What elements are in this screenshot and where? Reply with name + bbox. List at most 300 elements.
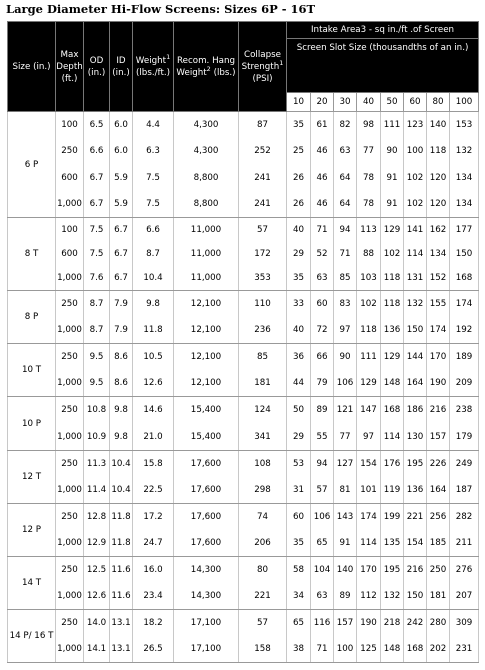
intake-area-cell: 123 (404, 112, 427, 139)
max-depth-cell: 250 (56, 556, 84, 583)
max-depth-cell: 100 (56, 218, 84, 242)
collapse-strength-cell: 241 (239, 165, 287, 192)
id-cell: 5.9 (110, 191, 133, 218)
od-cell: 12.9 (84, 530, 110, 557)
table-row (8, 450, 479, 477)
id-cell: 5.9 (110, 165, 133, 192)
od-cell: 10.9 (84, 424, 110, 451)
od-cell: 7.5 (84, 218, 110, 242)
od-cell: 10.8 (84, 397, 110, 424)
hang-weight-cell: 11,000 (174, 266, 239, 290)
intake-area-cell: 132 (404, 291, 427, 318)
intake-area-cell: 100 (404, 138, 427, 165)
intake-area-cell: 249 (450, 450, 479, 477)
intake-area-cell: 121 (334, 397, 357, 424)
intake-area-cell: 71 (311, 218, 334, 242)
header-collapse-label: Collapse Strength (241, 49, 281, 72)
size-cell: 8 T (8, 218, 56, 291)
id-cell: 11.6 (110, 583, 133, 610)
table-row (8, 317, 479, 344)
max-depth-cell: 1,000 (56, 583, 84, 610)
collapse-strength-cell: 57 (239, 609, 287, 636)
intake-area-cell: 134 (450, 165, 479, 192)
collapse-strength-cell: 236 (239, 317, 287, 344)
max-depth-cell: 250 (56, 609, 84, 636)
intake-area-cell: 65 (287, 609, 311, 636)
size-cell: 6 P (8, 112, 56, 218)
intake-area-cell: 65 (311, 530, 334, 557)
intake-area-cell: 231 (450, 636, 479, 663)
max-depth-cell: 100 (56, 112, 84, 139)
intake-area-cell: 168 (450, 266, 479, 290)
collapse-strength-cell: 110 (239, 291, 287, 318)
intake-area-cell: 221 (404, 503, 427, 530)
size-cell: 12 P (8, 503, 56, 556)
intake-area-cell: 102 (404, 191, 427, 218)
hang-weight-cell: 12,100 (174, 344, 239, 371)
intake-area-cell: 157 (427, 424, 450, 451)
header-id-label: ID (in.) (112, 55, 130, 78)
intake-area-cell: 103 (357, 266, 381, 290)
intake-area-cell: 118 (381, 266, 404, 290)
max-depth-cell: 1,000 (56, 317, 84, 344)
intake-area-cell: 26 (287, 165, 311, 192)
intake-area-cell: 102 (357, 291, 381, 318)
weight-cell: 8.7 (133, 242, 174, 266)
table-row (8, 242, 479, 266)
intake-area-cell: 53 (287, 450, 311, 477)
collapse-strength-cell: 341 (239, 424, 287, 451)
table-row (8, 636, 479, 663)
weight-cell: 7.5 (133, 191, 174, 218)
intake-area-cell: 81 (334, 477, 357, 504)
max-depth-cell: 1,000 (56, 530, 84, 557)
intake-area-cell: 33 (287, 291, 311, 318)
header-slot-50: 50 (381, 93, 404, 112)
intake-area-cell: 91 (381, 191, 404, 218)
hang-weight-cell: 15,400 (174, 424, 239, 451)
intake-area-cell: 82 (334, 112, 357, 139)
intake-area-cell: 195 (404, 450, 427, 477)
od-cell: 7.5 (84, 242, 110, 266)
intake-area-cell: 129 (381, 218, 404, 242)
size-cell: 10 P (8, 397, 56, 450)
hang-weight-cell: 14,300 (174, 556, 239, 583)
intake-area-cell: 190 (357, 609, 381, 636)
intake-area-cell: 168 (404, 636, 427, 663)
od-cell: 6.7 (84, 165, 110, 192)
table-row (8, 583, 479, 610)
intake-area-cell: 88 (357, 242, 381, 266)
intake-area-cell: 101 (357, 477, 381, 504)
hang-weight-cell: 11,000 (174, 242, 239, 266)
intake-area-cell: 46 (311, 191, 334, 218)
table-row (8, 218, 479, 242)
intake-area-cell: 85 (334, 266, 357, 290)
intake-area-cell: 57 (311, 477, 334, 504)
intake-area-cell: 90 (334, 344, 357, 371)
intake-area-cell: 143 (334, 503, 357, 530)
table-row (8, 112, 479, 139)
table-row (8, 530, 479, 557)
intake-area-cell: 113 (357, 218, 381, 242)
intake-area-cell: 134 (427, 242, 450, 266)
hang-weight-cell: 17,100 (174, 636, 239, 663)
od-cell: 14.0 (84, 609, 110, 636)
intake-area-cell: 189 (450, 344, 479, 371)
intake-area-cell: 199 (381, 503, 404, 530)
header-slot-60: 60 (404, 93, 427, 112)
intake-area-cell: 114 (381, 424, 404, 451)
intake-area-cell: 164 (404, 370, 427, 397)
size-cell: 14 T (8, 556, 56, 609)
intake-area-cell: 176 (381, 450, 404, 477)
header-size-label: Size (in.) (12, 61, 51, 72)
intake-area-cell: 64 (334, 191, 357, 218)
header-slot-100: 100 (450, 93, 479, 112)
collapse-strength-cell: 298 (239, 477, 287, 504)
table-row (8, 138, 479, 165)
screen-spec-table (7, 21, 479, 663)
header-size (8, 22, 56, 112)
weight-cell: 11.8 (133, 317, 174, 344)
size-cell: 14 P/ 16 T (8, 609, 56, 662)
intake-area-cell: 120 (427, 191, 450, 218)
intake-area-cell: 98 (357, 112, 381, 139)
intake-area-cell: 186 (404, 397, 427, 424)
header-weight-unit: (lbs./ft.) (136, 67, 170, 78)
intake-area-cell: 91 (381, 165, 404, 192)
weight-cell: 10.5 (133, 344, 174, 371)
table-row (8, 344, 479, 371)
intake-area-cell: 153 (450, 112, 479, 139)
intake-area-cell: 141 (404, 218, 427, 242)
od-cell: 12.6 (84, 583, 110, 610)
intake-area-cell: 136 (404, 477, 427, 504)
intake-area-cell: 26 (287, 191, 311, 218)
intake-area-cell: 155 (427, 291, 450, 318)
intake-area-cell: 132 (381, 583, 404, 610)
od-cell: 11.3 (84, 450, 110, 477)
intake-area-cell: 104 (311, 556, 334, 583)
od-cell: 12.5 (84, 556, 110, 583)
intake-area-cell: 31 (287, 477, 311, 504)
od-cell: 11.4 (84, 477, 110, 504)
table-row (8, 165, 479, 192)
intake-area-cell: 190 (427, 370, 450, 397)
header-slot-10: 10 (287, 93, 311, 112)
intake-area-cell: 164 (427, 477, 450, 504)
intake-area-cell: 116 (311, 609, 334, 636)
intake-area-cell: 63 (334, 138, 357, 165)
header-id (110, 22, 133, 112)
max-depth-cell: 250 (56, 450, 84, 477)
hang-weight-cell: 14,300 (174, 583, 239, 610)
weight-cell: 14.6 (133, 397, 174, 424)
max-depth-cell: 1,000 (56, 424, 84, 451)
od-cell: 8.7 (84, 291, 110, 318)
intake-area-cell: 168 (381, 397, 404, 424)
hang-weight-cell: 17,600 (174, 450, 239, 477)
max-depth-cell: 250 (56, 291, 84, 318)
intake-area-cell: 114 (404, 242, 427, 266)
weight-cell: 21.0 (133, 424, 174, 451)
intake-area-cell: 58 (287, 556, 311, 583)
header-weight (133, 22, 174, 112)
weight-cell: 18.2 (133, 609, 174, 636)
footnote-marker: 2 (206, 64, 211, 73)
max-depth-cell: 1,000 (56, 636, 84, 663)
header-hang-weight (174, 22, 239, 112)
intake-area-cell: 152 (427, 266, 450, 290)
id-cell: 6.7 (110, 266, 133, 290)
intake-area-cell: 280 (427, 609, 450, 636)
od-cell: 6.5 (84, 112, 110, 139)
collapse-strength-cell: 158 (239, 636, 287, 663)
collapse-strength-cell: 124 (239, 397, 287, 424)
intake-area-cell: 35 (287, 112, 311, 139)
intake-area-cell: 60 (287, 503, 311, 530)
id-cell: 11.8 (110, 530, 133, 557)
intake-area-cell: 44 (287, 370, 311, 397)
intake-area-cell: 140 (427, 112, 450, 139)
weight-cell: 6.6 (133, 218, 174, 242)
intake-area-cell: 282 (450, 503, 479, 530)
intake-area-cell: 52 (311, 242, 334, 266)
hang-weight-cell: 8,800 (174, 165, 239, 192)
collapse-strength-cell: 206 (239, 530, 287, 557)
table-row (8, 424, 479, 451)
collapse-strength-cell: 181 (239, 370, 287, 397)
intake-area-cell: 216 (427, 397, 450, 424)
intake-area-cell: 35 (287, 266, 311, 290)
table-row (8, 191, 479, 218)
collapse-strength-cell: 57 (239, 218, 287, 242)
intake-area-cell: 89 (311, 397, 334, 424)
intake-area-cell: 50 (287, 397, 311, 424)
intake-area-cell: 148 (381, 370, 404, 397)
hang-weight-cell: 8,800 (174, 191, 239, 218)
id-cell: 9.8 (110, 397, 133, 424)
intake-area-cell: 242 (404, 609, 427, 636)
od-cell: 8.7 (84, 317, 110, 344)
header-slot-20: 20 (311, 93, 334, 112)
id-cell: 8.6 (110, 370, 133, 397)
weight-cell: 12.6 (133, 370, 174, 397)
id-cell: 6.0 (110, 138, 133, 165)
od-cell: 9.5 (84, 344, 110, 371)
intake-area-cell: 195 (381, 556, 404, 583)
intake-area-cell: 187 (450, 477, 479, 504)
max-depth-cell: 600 (56, 242, 84, 266)
id-cell: 10.4 (110, 477, 133, 504)
table-row (8, 397, 479, 424)
od-cell: 6.7 (84, 191, 110, 218)
collapse-strength-cell: 353 (239, 266, 287, 290)
weight-cell: 6.3 (133, 138, 174, 165)
header-slot-30: 30 (334, 93, 357, 112)
header-slot-80: 80 (427, 93, 450, 112)
id-cell: 13.1 (110, 636, 133, 663)
intake-area-cell: 78 (357, 165, 381, 192)
header-slot-40: 40 (357, 93, 381, 112)
intake-area-cell: 174 (427, 317, 450, 344)
intake-area-cell: 135 (381, 530, 404, 557)
collapse-strength-cell: 221 (239, 583, 287, 610)
intake-area-cell: 238 (450, 397, 479, 424)
hang-weight-cell: 15,400 (174, 397, 239, 424)
intake-area-cell: 29 (287, 242, 311, 266)
intake-area-cell: 150 (450, 242, 479, 266)
intake-area-cell: 83 (334, 291, 357, 318)
intake-area-cell: 63 (311, 583, 334, 610)
header-weight-label: Weight (135, 55, 167, 66)
intake-area-cell: 170 (427, 344, 450, 371)
od-cell: 7.6 (84, 266, 110, 290)
hang-weight-cell: 11,000 (174, 218, 239, 242)
intake-area-cell: 94 (334, 218, 357, 242)
max-depth-cell: 250 (56, 138, 84, 165)
id-cell: 10.4 (110, 450, 133, 477)
hang-weight-cell: 17,600 (174, 530, 239, 557)
id-cell: 11.8 (110, 503, 133, 530)
table-row (8, 609, 479, 636)
intake-area-cell: 38 (287, 636, 311, 663)
intake-area-cell: 36 (287, 344, 311, 371)
intake-area-cell: 130 (404, 424, 427, 451)
intake-area-cell: 127 (334, 450, 357, 477)
intake-area-cell: 79 (311, 370, 334, 397)
intake-area-cell: 40 (287, 317, 311, 344)
intake-area-cell: 97 (357, 424, 381, 451)
table-row (8, 266, 479, 290)
id-cell: 6.7 (110, 218, 133, 242)
id-cell: 7.9 (110, 317, 133, 344)
max-depth-cell: 250 (56, 344, 84, 371)
hang-weight-cell: 12,100 (174, 291, 239, 318)
weight-cell: 26.5 (133, 636, 174, 663)
intake-area-cell: 181 (427, 583, 450, 610)
max-depth-cell: 250 (56, 503, 84, 530)
intake-area-cell: 112 (357, 583, 381, 610)
id-cell: 8.6 (110, 344, 133, 371)
max-depth-cell: 1,000 (56, 191, 84, 218)
intake-area-cell: 40 (287, 218, 311, 242)
size-cell: 8 P (8, 291, 56, 344)
intake-area-cell: 63 (311, 266, 334, 290)
intake-area-cell: 89 (334, 583, 357, 610)
footnote-marker: 1 (279, 58, 284, 67)
collapse-strength-cell: 85 (239, 344, 287, 371)
intake-area-cell: 202 (427, 636, 450, 663)
intake-area-cell: 209 (450, 370, 479, 397)
intake-area-cell: 102 (381, 242, 404, 266)
max-depth-cell: 1,000 (56, 477, 84, 504)
intake-area-cell: 148 (381, 636, 404, 663)
weight-cell: 22.5 (133, 477, 174, 504)
hang-weight-cell: 17,600 (174, 503, 239, 530)
intake-area-cell: 111 (357, 344, 381, 371)
header-intake-area: Intake Area3 - sq in./ft .of Screen (287, 22, 479, 39)
hang-weight-cell: 12,100 (174, 317, 239, 344)
intake-area-cell: 256 (427, 503, 450, 530)
table-row (8, 556, 479, 583)
intake-area-cell: 25 (287, 138, 311, 165)
intake-area-cell: 60 (311, 291, 334, 318)
intake-area-cell: 170 (357, 556, 381, 583)
header-slot-size: Screen Slot Size (thousandths of an in.) (287, 39, 479, 93)
intake-area-cell: 226 (427, 450, 450, 477)
table-row (8, 477, 479, 504)
table-row (8, 370, 479, 397)
intake-area-cell: 91 (334, 530, 357, 557)
intake-area-cell: 129 (381, 344, 404, 371)
weight-cell: 10.4 (133, 266, 174, 290)
intake-area-cell: 114 (357, 530, 381, 557)
intake-area-cell: 154 (357, 450, 381, 477)
intake-area-cell: 218 (381, 609, 404, 636)
collapse-strength-cell: 108 (239, 450, 287, 477)
intake-area-cell: 46 (311, 138, 334, 165)
id-cell: 6.7 (110, 242, 133, 266)
intake-area-cell: 94 (311, 450, 334, 477)
intake-area-cell: 118 (381, 291, 404, 318)
od-cell: 6.6 (84, 138, 110, 165)
id-cell: 6.0 (110, 112, 133, 139)
intake-area-cell: 46 (311, 165, 334, 192)
intake-area-cell: 132 (450, 138, 479, 165)
intake-area-cell: 97 (334, 317, 357, 344)
intake-area-cell: 174 (357, 503, 381, 530)
weight-cell: 23.4 (133, 583, 174, 610)
collapse-strength-cell: 87 (239, 112, 287, 139)
intake-area-cell: 66 (311, 344, 334, 371)
intake-area-cell: 55 (311, 424, 334, 451)
collapse-strength-cell: 80 (239, 556, 287, 583)
intake-area-cell: 61 (311, 112, 334, 139)
intake-area-cell: 150 (404, 583, 427, 610)
od-cell: 14.1 (84, 636, 110, 663)
header-max-depth (56, 22, 84, 112)
id-cell: 9.8 (110, 424, 133, 451)
table-row (8, 291, 479, 318)
intake-area-cell: 162 (427, 218, 450, 242)
intake-area-cell: 174 (450, 291, 479, 318)
intake-area-cell: 35 (287, 530, 311, 557)
table-row (8, 503, 479, 530)
id-cell: 7.9 (110, 291, 133, 318)
intake-area-cell: 77 (357, 138, 381, 165)
header-collapse (239, 22, 287, 112)
page-title: Large Diameter Hi-Flow Screens: Sizes 6P - 16T (6, 2, 316, 16)
max-depth-cell: 250 (56, 397, 84, 424)
intake-area-cell: 90 (381, 138, 404, 165)
od-cell: 9.5 (84, 370, 110, 397)
id-cell: 13.1 (110, 609, 133, 636)
intake-area-cell: 29 (287, 424, 311, 451)
intake-area-cell: 78 (357, 191, 381, 218)
intake-area-cell: 250 (427, 556, 450, 583)
intake-area-cell: 72 (311, 317, 334, 344)
header-collapse-unit: (PSI) (252, 73, 273, 84)
intake-area-cell: 120 (427, 165, 450, 192)
header-hang-unit: (lbs.) (213, 67, 236, 78)
intake-area-cell: 106 (334, 370, 357, 397)
intake-area-cell: 118 (427, 138, 450, 165)
max-depth-cell: 1,000 (56, 266, 84, 290)
intake-area-cell: 136 (381, 317, 404, 344)
weight-cell: 4.4 (133, 112, 174, 139)
